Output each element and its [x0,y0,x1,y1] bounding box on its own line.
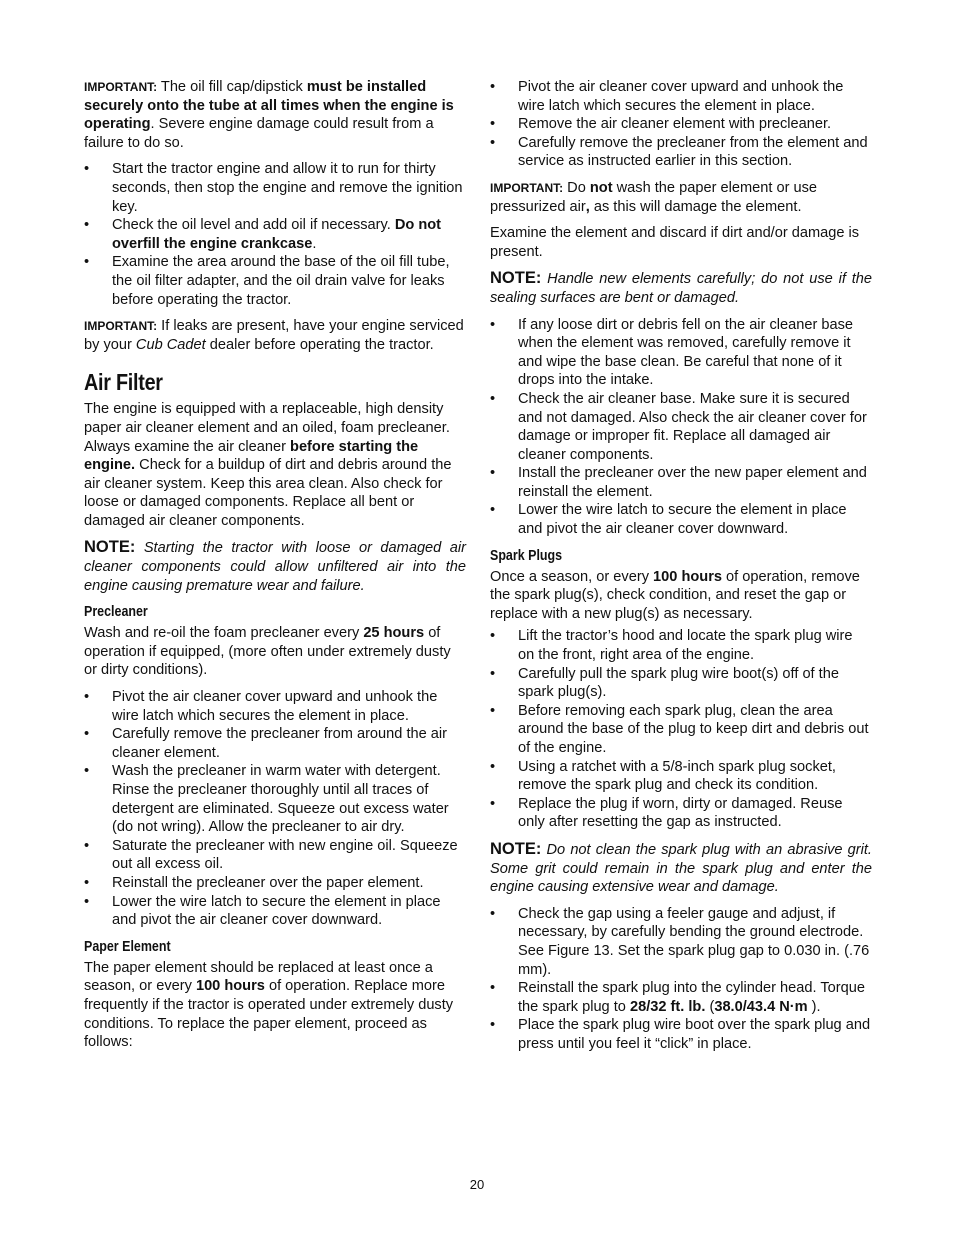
note-text: Do not clean the spark plug with an abrasive grit. Some grit could remain in the spark plug and enter the engine causing extensive wear and damage. [490,841,872,896]
list-item [490,979,872,1016]
spark-plug-note [490,840,872,897]
oil-check-list [84,160,466,309]
list-item-text: Before removing each spark plug, clean the area around the base of the plug to keep dirt and debris out of the engine. [518,702,869,756]
list-item [490,702,872,758]
list-item-text: Reinstall the precleaner over the paper element. [112,874,424,891]
dealer-name: Cub Cadet [135,336,206,353]
page-number: 20 [469,1177,485,1192]
note-text: Handle new elements carefully; do not use if the sealing surfaces are bent or damaged. [490,271,872,306]
important-label: IMPORTANT: [84,319,158,334]
list-item [490,390,872,464]
note-label: NOTE: [490,269,542,288]
bullet-glyph: • [490,905,496,922]
paragraph-bold: 100 hours [653,568,722,585]
important-text: Do [563,179,590,196]
list-item [84,893,466,930]
important-label: IMPORTANT: [490,180,564,195]
spark-plug-removal-steps [490,627,872,832]
list-item-text: ( [705,998,715,1015]
paragraph-text: of operation if equipped, (more often under extremely dusty or dirty conditions). [84,625,451,679]
list-item-text: Reinstall the spark plug into the cylinder head. Torque the spark plug to [518,980,865,1015]
bullet-glyph: • [490,116,496,133]
note-label: NOTE: [490,839,542,858]
spark-plugs-intro [490,568,872,624]
spark-plug-install-steps [490,905,872,1054]
list-item [84,160,466,216]
bullet-glyph: • [84,893,90,910]
list-item-bold: Do not overfill the engine crankcase [112,217,442,252]
list-item [490,758,872,795]
list-item [490,905,872,979]
list-item [84,837,466,874]
paragraph-text: The engine is equipped with a replaceable, high density paper air cleaner element and an oiled, foam precleaner. Always examine the air cleaner [84,401,450,455]
list-item [490,627,872,664]
important-bold: , [585,198,590,215]
paragraph-bold: 100 hours [195,978,265,995]
bullet-glyph: • [84,254,90,271]
important-bold: not [589,179,613,196]
paragraph-text: of operation, remove the spark plug(s), check condition, and reset the gap or replace with a new plug(s) as necessary. [490,568,860,622]
bullet-glyph: • [84,161,90,178]
important-text: as this will damage the element. [589,198,802,215]
list-item [490,115,872,134]
bullet-glyph: • [490,79,496,95]
list-item [490,1016,872,1053]
bullet-glyph: • [84,726,90,743]
bullet-glyph: • [490,702,496,719]
precleaner-steps [84,688,466,930]
list-item-text: Place the spark plug wire boot over the spark plug and press until you feel it “click” in place. [518,1017,871,1052]
bullet-glyph: • [84,837,90,854]
important-text: The oil fill cap/dipstick [157,79,307,95]
bullet-glyph: • [84,763,90,780]
list-item-text: Lower the wire latch to secure the element in place and pivot the air cleaner cover downward. [112,893,441,929]
list-item-text: Examine the area around the base of the oil fill tube, the oil filter adapter, and the oil drain valve for leaks before operating the tractor. [112,254,450,308]
list-item [490,78,872,115]
air-filter-heading: Air Filter [84,369,163,396]
list-item [490,316,872,390]
list-item-text: Pivot the air cleaner cover upward and unhook the wire latch which secures the element in place. [112,689,438,724]
paper-element-heading: Paper Element [84,938,171,955]
oil-cap-important [84,78,466,152]
list-item-text: ). [807,998,821,1015]
list-item-text: Remove the air cleaner element with precleaner. [518,116,832,133]
important-text: wash the paper element or use pressurized air [490,179,818,215]
list-item-text: Wash the precleaner in warm water with detergent. Rinse the precleaner thoroughly until all traces of detergent are eliminated. Squeeze out excess water (do not wring). Allow the precleaner to air dry. [112,763,449,836]
bullet-glyph: • [490,134,496,151]
list-item [84,725,466,762]
bullet-glyph: • [490,502,496,519]
list-item-text: Carefully remove the precleaner from around the air cleaner element. [112,726,448,761]
list-item-text: Start the tractor engine and allow it to run for thirty seconds, then stop the engine and remove the ignition key. [112,161,463,215]
list-item [84,253,466,309]
list-item [490,464,872,501]
leak-important [84,317,466,354]
list-item [490,665,872,702]
list-item-text: Replace the plug if worn, dirty or damaged. Reuse only after resetting the gap as instructed. [518,795,843,831]
paragraph-text: The paper element should be replaced at least once a season, or every [84,959,433,995]
list-item [84,688,466,725]
list-item-text: Check the air cleaner base. Make sure it is secured and not damaged. Also check the air cleaner cover for damage or improper fit. Replace all damaged air cleaner components. [518,390,867,463]
paragraph-bold: before starting the engine. [84,438,419,474]
list-item [84,874,466,893]
list-item-text: Check the oil level and add oil if necessary. [112,217,395,234]
bullet-glyph: • [490,628,496,645]
important-text: If leaks are present, have your engine serviced by your [84,318,464,353]
bullet-glyph: • [490,980,496,997]
bullet-glyph: • [84,689,90,706]
list-item-text: Saturate the precleaner with new engine oil. Squeeze out all excess oil. [112,837,458,873]
list-item-text: Lift the tractor’s hood and locate the spark plug wire on the front, right area of the engine. [518,628,853,664]
bullet-glyph: • [84,874,90,891]
list-item-text: Carefully remove the precleaner from the element and service as instructed earlier in this section. [518,134,868,170]
important-text: dealer before operating the tractor. [205,336,434,353]
paragraph-text: Check for a buildup of dirt and debris around the air cleaner system. Keep this area clean. Also check for loose or damaged components. Replace all bent or damaged air cleaner components. [84,457,452,529]
list-item-text: Pivot the air cleaner cover upward and unhook the wire latch which secures the element in place. [518,79,844,114]
paragraph-bold: 25 hours [363,625,425,642]
paper-element-steps [490,78,872,171]
bullet-glyph: • [490,665,496,682]
list-item-text: . [312,235,317,252]
precleaner-intro [84,624,466,680]
list-item-text: Using a ratchet with a 5/8-inch spark plug socket, remove the spark plug and check its condition. [518,758,836,794]
note-text: Starting the tractor with loose or damaged air cleaner components could allow unfiltered air into the engine causing premature wear and failure. [84,540,466,594]
list-item-text: Check the gap using a feeler gauge and adjust, if necessary, by carefully bending the ground electrode. See Figure 13. Set the spark plug gap to 0.030 in. (.76 mm). [518,905,870,978]
paper-element-intro [84,959,466,1052]
bullet-glyph: • [490,316,496,333]
paragraph-text: Once a season, or every [490,568,654,585]
reinstall-steps [490,316,872,539]
bullet-glyph: • [490,795,496,812]
bullet-glyph: • [490,390,496,407]
air-filter-note [84,538,466,595]
bullet-glyph: • [490,758,496,775]
list-item-text: Lower the wire latch to secure the element in place and pivot the air cleaner cover downward. [518,502,847,538]
list-item [490,134,872,171]
list-item [490,795,872,832]
left-column [84,78,466,1060]
list-item-text: Install the precleaner over the new paper element and reinstall the element. [518,465,867,500]
precleaner-heading: Precleaner [84,604,148,621]
list-item [84,216,466,253]
examine-paragraph: Examine the element and discard if dirt and/or damage is present. [490,225,860,260]
new-elements-note [490,269,872,307]
bullet-glyph: • [490,1017,496,1034]
list-item [490,501,872,538]
important-text: . Severe engine damage could result from a failure to do so. [84,116,434,151]
right-column [490,78,872,1062]
list-item [84,762,466,836]
list-item-text: Carefully pull the spark plug wire boot(s) off of the spark plug(s). [518,665,839,701]
spark-plugs-heading: Spark Plugs [490,547,563,564]
torque-value: 28/32 ft. lb. [629,998,706,1015]
list-item-text: If any loose dirt or debris fell on the air cleaner base when the element was removed, carefully remove it and wipe the base clean. Be careful that none of it drops into the intake. [518,316,854,389]
paragraph-text: Wash and re-oil the foam precleaner every [84,625,364,642]
air-filter-intro [84,400,466,530]
important-bold: must be installed securely onto the tube at all times when the engine is operating [84,79,454,133]
bullet-glyph: • [84,217,90,234]
bullet-glyph: • [490,465,496,482]
paragraph-text: of operation. Replace more frequently if the tractor is operated under extremely dusty conditions. To replace the paper element, proceed as follows: [84,978,454,1051]
torque-metric-value: 38.0/43.4 N·m [714,998,808,1015]
paper-element-important [490,179,872,216]
important-label: IMPORTANT: [84,80,158,94]
note-label: NOTE: [84,538,136,557]
